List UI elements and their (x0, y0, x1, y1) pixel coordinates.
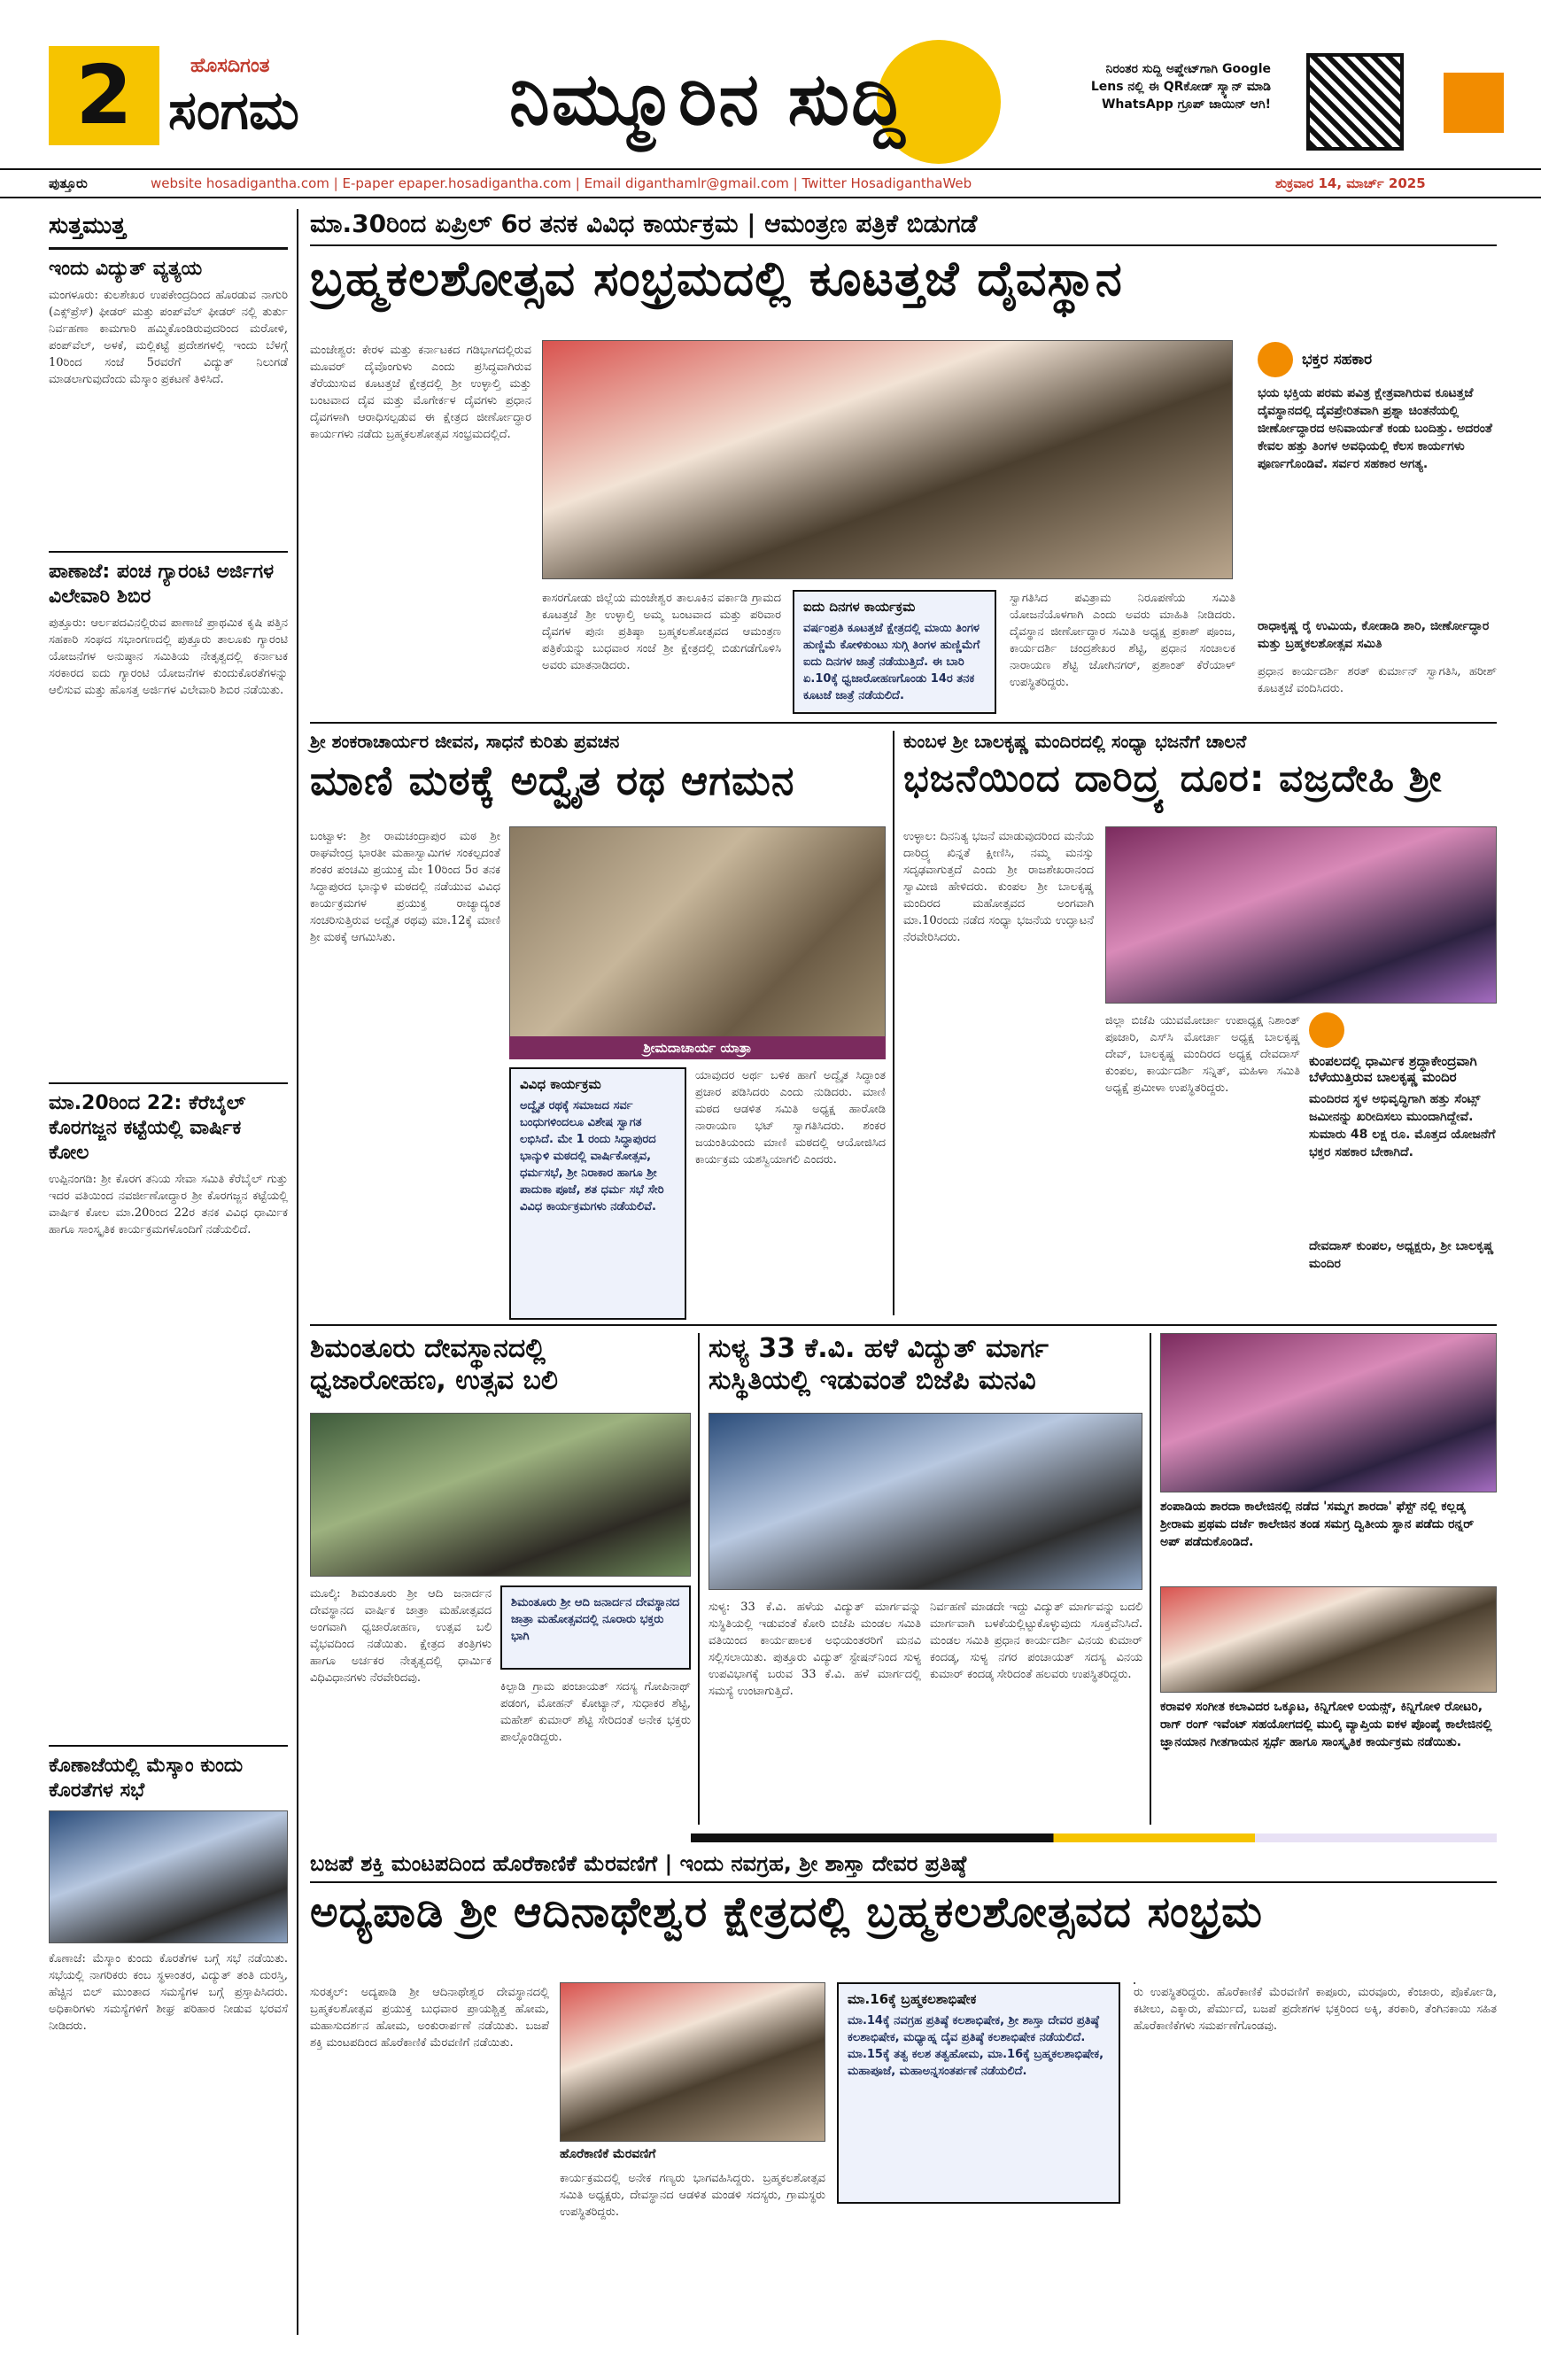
story3-headline[interactable]: ಭಜನೆಯಿಂದ ದಾರಿದ್ರ್ಯ ದೂರ: ವಜ್ರದೇಹಿ ಶ್ರೀ (903, 756, 1443, 800)
story4-body: ಮೂಲ್ಕಿ: ಶಿಮಂತೂರು ಶ್ರೀ ಆದಿ ಜನಾರ್ದನ ದೇವಸ್ಥಾನದ ವಾರ್ಷಿಕ ಜಾತ್ರಾ ಮಹೋತ್ಸವದ ಅಂಗವಾಗಿ ಧ್ವಜಾರೋಹಣ, ಉತ್ಸವ ಬಲಿ ವೈಭವದಿಂದ ನಡೆಯಿತು. ಕ್ಷೇತ್ರದ ತಂತ್ರಿಗಳು ಹಾಗೂ ಅರ್ಚಕರ ನೇತೃತ್ವದಲ್ಲಿ ಧಾರ್ಮಿಕ ವಿಧಿವಿಧಾನಗಳು ನೆರವೇರಿದವು. (310, 1587, 492, 1685)
bottom-body-3: ರು ಉಪಸ್ಥಿತರಿದ್ದರು. ಹೊರೆಕಾಣಿಕೆ ಮೆರವಣಿಗೆ ಕಾಪೂರು, ಮರವೂರು, ಕೆಂಜಾರು, ಪೊರ್ಕೋಡಿ, ಕಟೀಲು, ಎಕ್ಕಾರು, ಪೆರ್ಮುದೆ, ಬಜಪೆ ಪ್ರದೇಶಗಳ ಭಕ್ತರಿಂದ ಅಕ್ಕಿ, ತರಕಾರಿ, ತೆಂಗಿನಕಾಯಿ ಸಹಿತ ಹೊರೆಕಾಣಿಕೆಗಳು ಸಮರ್ಪಣೆಗೊಂಡವು. (1134, 1986, 1497, 2033)
story2-photo (509, 826, 886, 1057)
sidebar-body: ಕೊಣಾಜೆ: ಮೆಸ್ಕಾಂ ಕುಂದು ಕೊರತೆಗಳ ಬಗ್ಗೆ ಸಭೆ ನಡೆಯಿತು. ಸಭೆಯಲ್ಲಿ ನಾಗರಿಕರು ಕಂಬ ಸ್ಥಳಾಂತರ, ವಿದ್ಯುತ್ ತಂತಿ ದುರಸ್ತಿ, ಹೆಚ್ಚಿನ ಬಿಲ್ ಮುಂತಾದ ಸಮಸ್ಯೆಗಳ ಬಗ್ಗೆ ಪ್ರಸ್ತಾಪಿಸಿದರು. ಅಧಿಕಾರಿಗಳು ಸಮಸ್ಯೆಗಳಿಗೆ ಶೀಘ್ರ ಪರಿಹಾರ ನೀಡುವ ಭರವಸೆ ನೀಡಿದರು. (49, 1952, 288, 2033)
divider (310, 1881, 1497, 1883)
lead-headline[interactable]: ಬ್ರಹ್ಮಕಲಶೋತ್ಸವ ಸಂಭ್ರಮದಲ್ಲಿ ಕೂಟತ್ತಜೆ ದೈವಸ್ಥಾನ (310, 251, 1123, 306)
story5-body-2: ನಿರ್ವಹಣೆ ಮಾಡದೇ ಇದ್ದು ವಿದ್ಯುತ್ ಮಾರ್ಗವನ್ನು ಬದಲಿ ಮಾರ್ಗವಾಗಿ ಬಳಕೆಯಲ್ಲಿಟ್ಟುಕೊಳ್ಳುವುದು ಸೂಕ್ತವೆನಿಸಿದೆ. ಮಂಡಲ ಸಮಿತಿ ಪ್ರಧಾನ ಕಾರ್ಯದರ್ಶಿ ವಿನಯ ಕುಮಾರ್ ಕಂದಡ್ಕ, ಸುಳ್ಯ ನಗರ ಪಂಚಾಯತ್ ಸದಸ್ಯ ವಿನಯ ಕುಮಾರ್ ಕಂದಡ್ಕ ಸೇರಿದಂತೆ ಹಲವರು ಉಪಸ್ಥಿತರಿದ್ದರು. (930, 1601, 1142, 1681)
story5-headline[interactable]: ಸುಳ್ಯ 33 ಕೆ.ವಿ. ಹಳೆ ವಿದ್ಯುತ್ ಮಾರ್ಗ ಸುಸ್ಥಿತಿಯಲ್ಲಿ ಇಡುವಂತೆ ಬಿಜೆಪಿ ಮನವಿ (709, 1333, 1049, 1396)
column-rule (893, 731, 894, 1315)
divider (49, 1082, 288, 1084)
story4-box-body: ಶಿಮಂತೂರು ಶ್ರೀ ಆದಿ ಜನಾರ್ದನ ದೇವಸ್ಥಾನದ ಜಾತ್ರಾ ಮಹೋತ್ಸವದಲ್ಲಿ ನೂರಾರು ಭಕ್ತರು ಭಾಗಿ (511, 1596, 680, 1643)
website-link[interactable]: website hosadigantha.com (151, 175, 329, 191)
divider (310, 1324, 1497, 1326)
story2-body-1: ಬಂಟ್ವಾಳ: ಶ್ರೀ ರಾಮಚಂದ್ರಾಪುರ ಮಠ ಶ್ರೀ ರಾಘವೇಂದ್ರ ಭಾರತೀ ಮಹಾಸ್ವಾಮಿಗಳ ಸಂಕಲ್ಪದಂತೆ ಶಂಕರ ಪಂಚಮಿ ಪ್ರಯುಕ್ತ ಮೇ 10ರಿಂದ 5ರ ತನಕ ಸಿದ್ಧಾಪುರದ ಭಾನ್ಕುಳಿ ಮಠದಲ್ಲಿ ನಡೆಯುವ ವಿವಿಧ ಕಾರ್ಯಕ್ರಮಗಳ ಪ್ರಯುಕ್ತ ರಾಜ್ಯಾದ್ಯಂತ ಸಂಚರಿಸುತ್ತಿರುವ ಅದ್ವೈತ ರಥವು ಮಾ.12ಕ್ಕೆ ಮಾಣಿ ಶ್ರೀ ಮಠಕ್ಕೆ ಆಗಮಿಸಿತು. (310, 830, 500, 944)
lead-kicker: ಮಾ.30ರಿಂದ ಏಪ್ರಿಲ್ 6ರ ತನಕ ವಿವಿಧ ಕಾರ್ಯಕ್ರಮ | ಆಮಂತ್ರಣ ಪತ್ರಿಕೆ ಬಿಡುಗಡೆ (310, 209, 978, 238)
lead-quote (1258, 342, 1497, 714)
story-sullia (709, 1333, 1142, 1825)
column-rule (297, 209, 298, 2335)
bottom-photo (560, 1982, 825, 2142)
lead-body-left: ಮಂಜೇಶ್ವರ: ಕೇರಳ ಮತ್ತು ಕರ್ನಾಟಕದ ಗಡಿಭಾಗದಲ್ಲಿರುವ ಮೂವರ್ ದೈವೊಂಗುಳು ಎಂದು ಪ್ರಸಿದ್ಧವಾಗಿರುವ ತೆರೆಯುಸುವ ಕೂಟತ್ತಜೆ ಕ್ಷೇತ್ರದಲ್ಲಿ ಶ್ರೀ ಉಳ್ಳಾಲ್ತಿ ಮತ್ತು ಬಂಟವಾದ ದೈವ ಮತ್ತು ಮೊಗೇರ್ಕಳ ದೈವಗಳು ಪ್ರಧಾನ ದೈವಗಳಾಗಿ ಆರಾಧಿಸಲ್ಪಡುವ ಈ ಕ್ಷೇತ್ರದ ಜೀರ್ಣೋದ್ಧಾರ ಕಾರ್ಯಗಳು ನಡೆದು ಬ್ರಹ್ಮಕಲಶೋತ್ಸವ ಸಂಭ್ರಮದಲ್ಲಿದೆ. (310, 344, 531, 441)
bottom-story (310, 1851, 1497, 2347)
sidebar-headline[interactable]: ಕೊಣಾಜೆಯಲ್ಲಿ ಮೆಸ್ಕಾಂ ಕುಂದು ಕೊರತೆಗಳ ಸಭೆ (49, 1755, 244, 1802)
section-title: ನಿಮ್ಮೂರಿನ ಸುದ್ದಿ (509, 58, 907, 142)
caption-1: ಶಂಪಾಡಿಯ ಶಾರದಾ ಕಾಲೇಜಿನಲ್ಲಿ ನಡೆದ 'ಸಮ್ಮಗ ಶಾರದಾ' ಫೆಸ್ಟ್ ನಲ್ಲಿ ಕಲ್ಲಡ್ಕ ಶ್ರೀರಾಮ ಪ್ರಥಮ ದರ್ಜೆ ಕಾಲೇಜಿನ ತಂಡ ಸಮಗ್ರ ದ್ವಿತೀಯ ಸ್ಥಾನ ಪಡೆದು ರನ್ನರ್ ಅಪ್ ಪಡೆದುಕೊಂಡಿದೆ. (1160, 1500, 1475, 1549)
bottom-kicker: ಬಜಪೆ ಶಕ್ತಿ ಮಂಟಪದಿಂದ ಹೊರೆಕಾಣಿಕೆ ಮೆರವಣಿಗೆ | ಇಂದು ನವಗ್ರಹ, ಶ್ರೀ ಶಾಸ್ತಾ ದೇವರ ಪ್ರತಿಷ್ಠೆ (310, 1851, 967, 1876)
story3-body-2: ಜಿಲ್ಲಾ ಬಿಜೆಪಿ ಯುವಮೋರ್ಚಾ ಉಪಾಧ್ಯಕ್ಷ ನಿಶಾಂತ್ ಪೂಜಾರಿ, ಎಸ್‌ಸಿ ಮೋರ್ಚಾ ಅಧ್ಯಕ್ಷ ಬಾಲಕೃಷ್ಣ ದೇವ್, ಬಾಲಕೃಷ್ಣ ಮಂದಿರದ ಅಧ್ಯಕ್ಷ ದೇವದಾಸ್ ಕುಂಪಲ, ಕಾರ್ಯದರ್ಶಿ ಸನ್ನಿತ್, ಮಹಿಳಾ ಸಮಿತಿ ಅಧ್ಯಕ್ಷೆ ಪ್ರಮೀಳಾ ಉಪಸ್ಥಿತರಿದ್ದರು. (1105, 1014, 1300, 1095)
sidebar-body: ಪುತ್ತೂರು: ಆರ್ಲಪದವಿನಲ್ಲಿರುವ ಪಾಣಾಜೆ ಪ್ರಾಥಮಿಕ ಕೃಷಿ ಪತ್ತಿನ ಸಹಕಾರಿ ಸಂಘದ ಸಭಾಂಗಣದಲ್ಲಿ ಪುತ್ತೂರು ತಾಲೂಕು ಗ್ಯಾರಂಟಿ ಯೋಜನೆಗಳ ಅನುಷ್ಠಾನ ಸಮಿತಿಯ ನೇತೃತ್ವದಲ್ಲಿ ಕರ್ನಾಟಕ ಸರಕಾರದ ಐದು ಗ್ಯಾರಂಟಿ ಯೋಜನೆಗಳ ಕುಂದುಕೊರತೆಗಳನ್ನು ಆಲಿಸುವ ಮತ್ತು ಹೊಸತ್ತ ಅರ್ಜಿಗಳ ವಿಲೇವಾರಿ ಶಿಬಿರ ನಡೆಯಿತು. (49, 616, 288, 697)
story4-box (500, 1585, 691, 1670)
sidebar-body: ಮಂಗಳೂರು: ಕುಲಶೇಖರ ಉಪಕೇಂದ್ರದಿಂದ ಹೊರಡುವ ನಾಗುರಿ (ಎಕ್ಸ್‌ಪ್ರೆಸ್) ಫೀಡರ್ ಮತ್ತು ಪಂಪ್‌ವೆಲ್ ಫೀಡರ್ ನಲ್ಲಿ ತುರ್ತು ನಿರ್ವಹಣಾ ಕಾಮಗಾರಿ ಹಮ್ಮಿಕೊಂಡಿರುವುದರಿಂದ ಮರೋಳಿ, ಪಂಪ್‌ವೆಲ್, ಅಳಕೆ, ಮಲ್ಲಿಕಟ್ಟೆ ಪ್ರದೇಶಗಳಲ್ಲಿ ಇಂದು ಬೆಳಗ್ಗೆ 10ರಿಂದ ಸಂಜೆ 5ರವರೆಗೆ ವಿದ್ಯುತ್ ನಿಲುಗಡೆ ಮಾಡಲಾಗುವುದೆಂದು ಮೆಸ್ಕಾಂ ಪ್ರಕಟಣೆ ತಿಳಿಸಿದೆ. (49, 289, 288, 386)
story2-box-body: ಅದ್ವೈತ ರಥಕ್ಕೆ ಸಮಾಜದ ಸರ್ವ ಬಂಧುಗಳಿಂದಲೂ ವಿಶೇಷ ಸ್ವಾಗತ ಲಭಿಸಿದೆ. ಮೇ 1 ರಂದು ಸಿದ್ಧಾಪುರದ ಭಾನ್ಕುಳಿ ಮಠದಲ್ಲಿ ವಾರ್ಷಿಕೋತ್ಸವ, ಧರ್ಮಸಭೆ, ಶ್ರೀ ನಿರಾಕಾರ ಹಾಗೂ ಶ್ರೀ ಪಾದುಕಾ ಪೂಜೆ, ಶತ ಧರ್ಮ ಸಭೆ ಸೇರಿ ವಿವಿಧ ಕಾರ್ಯಕ್ರಮಗಳು ನಡೆಯಲಿವೆ. (520, 1099, 664, 1213)
email-link[interactable]: Email diganthamlr@gmail.com (584, 175, 789, 191)
quote-icon (1258, 342, 1293, 377)
column-rule (1150, 1333, 1151, 1825)
masthead (0, 0, 1541, 168)
story3-kicker: ಕುಂಬಳ ಶ್ರೀ ಬಾಲಕೃಷ್ಣ ಮಂದಿರದಲ್ಲಿ ಸಂಧ್ಯಾ ಭಜನೆಗೆ ಚಾಲನೆ (903, 731, 1247, 752)
brand-large: ಸಂಗಮ (168, 80, 299, 142)
story3-quote (1309, 1012, 1497, 1318)
story3-photo (1105, 826, 1497, 1004)
story2-body-2: ಯಾವುದರ ಅರ್ಥ ಬಳಿಕ ಹಾಗೆ ಅದ್ವೈತ ಸಿದ್ಧಾಂತ ಪ್ರಚಾರ ಪಡಿಸಿದರು ಎಂದು ನುಡಿದರು. ಮಾಣಿ ಮಠದ ಆಡಳಿತ ಸಮಿತಿ ಅಧ್ಯಕ್ಷ ಹಾರೋಡಿ ನಾರಾಯಣ ಭಟ್ ಸ್ವಾಗತಿಸಿದರು. ಶಂಕರ ಜಯಂತಿಯಂದು ಮಾಣಿ ಮಠದಲ್ಲಿ ಆಯೋಜಿಸಿದ ಕಾರ್ಯಕ್ರಮ ಯಶಸ್ವಿಯಾಗಲಿ ಎಂದರು. (695, 1069, 886, 1167)
story2-banner: ಶ್ರೀಮದಾಚಾರ್ಯ ಯಾತ್ರಾ (509, 1036, 886, 1059)
bottom-body-1: ಸುರತ್ಕಲ್: ಅದ್ಯಪಾಡಿ ಶ್ರೀ ಆದಿನಾಥೇಶ್ವರ ದೇವಸ್ಥಾನದಲ್ಲಿ ಬ್ರಹ್ಮಕಲಶೋತ್ಸವ ಪ್ರಯುಕ್ತ ಬುಧವಾರ ಪ್ರಾಯಶ್ಚಿತ್ತ ಹೋಮ, ಮಹಾಸುದರ್ಶನ ಹೋಮ, ಅಂಕುರಾರ್ಪಣೆ ನಡೆಯಿತು. ಬಜಪೆ ಶಕ್ತಿ ಮಂಟಪದಿಂದ ಹೊರೆಕಾಣಿಕೆ ಮೆರವಣಿಗೆ ನಡೆಯಿತು. (310, 1986, 549, 2050)
lead-story (310, 209, 1497, 718)
story-kumpala (903, 731, 1497, 1320)
qr-promo: ನಿರಂತರ ಸುದ್ದಿ ಅಪ್ಡೇಟ್‌ಗಾಗಿ Google Lens ನಲ್ಲಿ ಈ QRಕೋಡ್ ಸ್ಕ್ಯಾನ್ ಮಾಡಿ WhatsApp ಗ್ರೂಪ್ ಜಾಯಿನ್ ಆಗಿ! (1090, 62, 1271, 112)
divider (49, 1745, 288, 1747)
lead-photo (542, 340, 1233, 579)
lead-box-body: ವರ್ಷಂಪ್ರತಿ ಕೂಟತ್ತಜೆ ಕ್ಷೇತ್ರದಲ್ಲಿ ಮಾಯಿ ತಿಂಗಳ ಹುಣ್ಣಿಮೆ ಕೋಳಿಕುಂಟು ಸುಗ್ಗಿ ತಿಂಗಳ ಹುಣ್ಣಿಮೆಗೆ ಐದು ದಿನಗಳ ಜಾತ್ರೆ ನಡೆಯುತ್ತಿದೆ. ಈ ಬಾರಿ ಏ.10ಕ್ಕೆ ಧ್ವಜಾರೋಹಣಗೊಂಡು 14ರ ತನಕ ಕೂಟಜೆ ಜಾತ್ರೆ ನಡೆಯಲಿದೆ. (803, 622, 980, 702)
lead-tail: ಪ್ರಧಾನ ಕಾರ್ಯದರ್ಶಿ ಶರತ್ ಕುರ್ಮಾನ್ ಸ್ವಾಗತಿಸಿ, ಹರೀಶ್ ಕೂಟತ್ತಜೆ ವಂದಿಸಿದರು. (1258, 665, 1497, 695)
story3-body-1: ಉಳ್ಳಾಲ: ದಿನನಿತ್ಯ ಭಜನೆ ಮಾಡುವುದರಿಂದ ಮನೆಯ ದಾರಿದ್ರ್ಯ ಖಿನ್ನತೆ ಕ್ಷೀಣಿಸಿ, ನಮ್ಮ ಮನಸ್ಸು ಸದೃಢವಾಗುತ್ತದೆ ಎಂದು ಶ್ರೀ ರಾಜಶೇಖರಾನಂದ ಸ್ವಾಮೀಜಿ ಹೇಳಿದರು. ಕುಂಪಲ ಶ್ರೀ ಬಾಲಕೃಷ್ಣ ಮಂದಿರದ ಮಹೋತ್ಸವದ ಅಂಗವಾಗಿ ಮಾ.10ರಂದು ನಡೆದ ಸಂಧ್ಯಾ ಭಜನೆಯ ಉದ್ಘಾಟನೆ ನೆರವೇರಿಸಿದರು. (903, 830, 1094, 944)
story-shimanthur (310, 1333, 691, 1825)
sidebar-headline[interactable]: ಪಾಣಾಜೆ: ಪಂಚ ಗ್ಯಾರಂಟಿ ಅರ್ಜಿಗಳ ವಿಲೇವಾರಿ ಶಿಬಿರ (49, 561, 275, 608)
caption-photo-1 (1160, 1333, 1497, 1492)
city-label: ಪುತ್ತೂರು (49, 175, 88, 191)
sidebar-headline[interactable]: ಇಂದು ವಿದ್ಯುತ್ ವ್ಯತ್ಯಯ (49, 258, 203, 280)
story-photo-captions (1160, 1333, 1497, 1825)
bottom-box (837, 1982, 1120, 2204)
epaper-link[interactable]: E-paper epaper.hosadigantha.com (342, 175, 571, 191)
story3-quote-title: ಕುಂಪಲದಲ್ಲಿ ಧಾರ್ಮಿಕ ಶ್ರದ್ಧಾಕೇಂದ್ರವಾಗಿ ಬೆಳೆಯುತ್ತಿರುವ ಬಾಲಕೃಷ್ಣ ಮಂದಿರ (1309, 1053, 1477, 1085)
bottom-body-2: ಕಾರ್ಯಕ್ರಮದಲ್ಲಿ ಅನೇಕ ಗಣ್ಯರು ಭಾಗವಹಿಸಿದ್ದರು. ಬ್ರಹ್ಮಕಲಶೋತ್ಸವ ಸಮಿತಿ ಅಧ್ಯಕ್ಷರು, ದೇವಸ್ಥಾನದ ಆಡಳಿತ ಮಂಡಳಿ ಸದಸ್ಯರು, ಗ್ರಾಮಸ್ಥರು ಉಪಸ್ಥಿತರಿದ್ದರು. (560, 2172, 825, 2219)
story2-kicker: ಶ್ರೀ ಶಂಕರಾಚಾರ್ಯರ ಜೀವನ, ಸಾಧನೆ ಕುರಿತು ಪ್ರವಚನ (310, 731, 620, 752)
lead-body-mid: ಕಾಸರಗೋಡು ಜಿಲ್ಲೆಯ ಮಂಜೇಶ್ವರ ತಾಲೂಕಿನ ವರ್ಕಾಡಿ ಗ್ರಾಮದ ಕೂಟತ್ತಜೆ ಶ್ರೀ ಉಳ್ಳಾಲ್ತಿ ಅಮ್ಮ ಬಂಟವಾದ ಮತ್ತು ಪರಿವಾರ ದೈವಗಳ ಪುನಃ ಪ್ರತಿಷ್ಠಾ ಬ್ರಹ್ಮಕಲಶೋತ್ಸವದ ಆಮಂತ್ರಣ ಪತ್ರಿಕೆಯನ್ನು ಬುಧವಾರ ಸಂಜೆ ಶ್ರೀ ಕ್ಷೇತ್ರದಲ್ಲಿ ಬಿಡುಗಡೆಗೊಳಿಸಿ ಅವರು ಮಾತನಾಡಿದರು. (542, 592, 781, 672)
twitter-link[interactable]: Twitter HosadiganthaWeb (801, 175, 972, 191)
issue-date: ಶುಕ್ರವಾರ 14, ಮಾರ್ಚ್ 2025 (1275, 175, 1426, 191)
caption-2: ಕರಾವಳಿ ಸಂಗೀತ ಕಲಾವಿದರ ಒಕ್ಕೂಟ, ಕಿನ್ನಿಗೋಳಿ ಲಯನ್ಸ್, ಕಿನ್ನಿಗೋಳಿ ರೋಟರಿ, ರಾಗ್ ರಂಗ್ ಇವೆಂಟ್ ಸಹಯೋಗದಲ್ಲಿ ಮುಲ್ಕಿ ವ್ಯಾಪ್ತಿಯ ಐಕಳ ಪೊಂಪೈ ಕಾಲೇಜಿನಲ್ಲಿ ಜ್ಞಾನಯಾನ ಗೀತಗಾಯನ ಸ್ಪರ್ಧೆ ಹಾಗೂ ಸಾಂಸ್ಕೃತಿಕ ಕಾರ್ಯಕ್ರಮ ನಡೆಯಿತು. (1160, 1700, 1492, 1749)
story4-body-2: ಕಿಲ್ಪಾಡಿ ಗ್ರಾಮ ಪಂಚಾಯತ್ ಸದಸ್ಯ ಗೋಪಿನಾಥ್ ಪಡಂಗ, ಮೋಹನ್ ಕೋಟ್ಯಾನ್, ಸುಧಾಕರ ಶೆಟ್ಟಿ, ಮಹೇಶ್ ಕುಮಾರ್ ಶೆಟ್ಟಿ ಸೇರಿದಂತೆ ಅನೇಕ ಭಕ್ತರು ಪಾಲ್ಗೊಂಡಿದ್ದರು. (500, 1680, 691, 1744)
lead-box-title: ಐದು ದಿನಗಳ ಕಾರ್ಯಕ್ರಮ (803, 599, 916, 615)
sidebar-section-title: ಸುತ್ತಮುತ್ತ (49, 213, 127, 239)
quote-icon (1309, 1012, 1344, 1048)
story2-box-title: ವಿವಿಧ ಕಾರ್ಯಕ್ರಮ (520, 1076, 601, 1092)
page-number: 2 (49, 46, 159, 145)
story2-headline[interactable]: ಮಾಣಿ ಮಠಕ್ಕೆ ಅದ್ವೈತ ರಥ ಆಗಮನ (310, 756, 795, 804)
divider (310, 722, 1497, 724)
divider (310, 244, 1497, 246)
column-rule (698, 1333, 700, 1825)
sidebar (49, 213, 288, 2338)
story3-quote-byline: ದೇವದಾಸ್ ಕುಂಪಲ, ಅಧ್ಯಕ್ಷರು, ಶ್ರೀ ಬಾಲಕೃಷ್ಣ ಮಂದಿರ (1309, 1239, 1494, 1271)
story4-photo (310, 1413, 691, 1577)
qr-code-icon[interactable] (1306, 53, 1404, 151)
lead-box (793, 590, 996, 714)
story2-box (509, 1067, 686, 1320)
orange-square (1444, 73, 1504, 133)
story3-quote-body: ಮಂದಿರದ ಸ್ಥಳ ಅಭಿವೃದ್ಧಿಗಾಗಿ ಹತ್ತು ಸೆಂಟ್ಸ್ ಜಮೀನನ್ನು ಖರೀದಿಸಲು ಮುಂದಾಗಿದ್ದೇವೆ. ಸುಮಾರು 48 ಲಕ್ಷ ರೂ. ಮೊತ್ತದ ಯೋಜನೆಗೆ ಭಕ್ತರ ಸಹಕಾರ ಬೇಕಾಗಿದೆ. (1309, 1092, 1496, 1159)
story5-body: ಸುಳ್ಯ: 33 ಕೆ.ವಿ. ಹಳೆಯ ವಿದ್ಯುತ್ ಮಾರ್ಗವನ್ನು ಸುಸ್ಥಿತಿಯಲ್ಲಿ ಇಡುವಂತೆ ಕೋರಿ ಬಿಜೆಪಿ ಮಂಡಲ ಸಮಿತಿ ವತಿಯಿಂದ ಕಾರ್ಯಪಾಲಕ ಅಭಿಯಂತರರಿಗೆ ಮನವಿ ಸಲ್ಲಿಸಲಾಯಿತು. ಪುತ್ತೂರು ವಿದ್ಯುತ್ ಸ್ಟೇಷನ್‌ನಿಂದ ಸುಳ್ಯ ಉಪವಿಭಾಗಕ್ಕೆ ಬರುವ 33 ಕೆ.ವಿ. ಹಳೆ ಮಾರ್ಗದಲ್ಲಿ ಸಮಸ್ಯೆ ಉಂಟಾಗುತ್ತಿದೆ. (709, 1601, 921, 1698)
bottom-photo-label: ಹೊರೆಕಾಣಿಕೆ ಮೆರವಣಿಗೆ (560, 2147, 656, 2161)
sidebar-headline[interactable]: ಮಾ.20ರಿಂದ 22: ಕೆರೆಬೈಲ್ ಕೊರಗಜ್ಜನ ಕಟ್ಟೆಯಲ್ಲಿ ವಾರ್ಷಿಕ ಕೋಲ (49, 1092, 246, 1164)
quote-byline: ರಾಧಾಕೃಷ್ಣ ರೈ ಉಮಿಯ, ಕೋಡಾಡಿ ಶಾರಿ, ಜೀರ್ಣೋದ್ಧಾರ ಮತ್ತು ಬ್ರಹ್ಮಕಲಶೋತ್ಸವ ಸಮಿತಿ (1258, 619, 1490, 651)
divider (49, 551, 288, 553)
bottom-box-body: ಮಾ.14ಕ್ಕೆ ನವಗ್ರಹ ಪ್ರತಿಷ್ಠೆ ಕಲಶಾಭಿಷೇಕ, ಶ್ರೀ ಶಾಸ್ತಾ ದೇವರ ಪ್ರತಿಷ್ಠೆ ಕಲಶಾಭಿಷೇಕ, ಮಧ್ಯಾಹ್ನ ದೈವ ಪ್ರತಿಷ್ಠೆ ಕಲಶಾಭಿಷೇಕ ನಡೆಯಲಿದೆ. ಮಾ.15ಕ್ಕೆ ತತ್ವ ಕಲಶ ತತ್ವಹೋಮ, ಮಾ.16ಕ್ಕೆ ಬ್ರಹ್ಮಕಲಶಾಭಿಷೇಕ, ಮಹಾಪೂಜೆ, ಮಹಾಅನ್ನಸಂತರ್ಪಣೆ ನಡೆಯಲಿದೆ. (848, 2014, 1104, 2078)
divider (49, 247, 288, 250)
story5-photo (709, 1413, 1142, 1590)
caption-photo-2 (1160, 1586, 1497, 1693)
decorative-stripe (691, 1833, 1497, 1842)
story-mani-matha (310, 731, 886, 1320)
quote-title: ಭಕ್ತರ ಸಹಕಾರ (1302, 351, 1373, 368)
bottom-headline[interactable]: ಅದ್ಯಪಾಡಿ ಶ್ರೀ ಆದಿನಾಥೇಶ್ವರ ಕ್ಷೇತ್ರದಲ್ಲಿ ಬ್ರಹ್ಮಕಲಶೋತ್ಸವದ ಸಂಭ್ರಮ (310, 1888, 1263, 1937)
story4-headline[interactable]: ಶಿಮಂತೂರು ದೇವಸ್ಥಾನದಲ್ಲಿ ಧ್ವಜಾರೋಹಣ, ಉತ್ಸವ ಬಲಿ (310, 1333, 558, 1396)
quote-body: ಭಯ ಭಕ್ತಿಯ ಪರಮ ಪವಿತ್ರ ಕ್ಷೇತ್ರವಾಗಿರುವ ಕೂಟತ್ತಜೆ ದೈವಸ್ಥಾನದಲ್ಲಿ ದೈವಪ್ರೇರಿತವಾಗಿ ಪ್ರಶ್ನಾ ಚಿಂತನೆಯಲ್ಲಿ ಜೀರ್ಣೋದ್ಧಾರದ ಅನಿವಾರ್ಯತೆ ಕಂಡು ಬಂದಿತ್ತು. ಅದರಂತೆ ಕೇವಲ ಹತ್ತು ತಿಂಗಳ ಅವಧಿಯಲ್ಲಿ ಕೆಲಸ ಕಾರ್ಯಗಳು ಪೂರ್ಣಗೊಂಡಿವೆ. ಸರ್ವರ ಸಹಕಾರ ಅಗತ್ಯ. (1258, 386, 1492, 471)
sidebar-body: ಉಪ್ಪಿನಂಗಡಿ: ಶ್ರೀ ಕೊರಗ ತನಿಯ ಸೇವಾ ಸಮಿತಿ ಕೆರೆಬೈಲ್ ಗುತ್ತು ಇದರ ವತಿಯಿಂದ ನವರ್ಜೀಣೋದ್ಧಾರ ಶ್ರೀ ಕೊರಗಜ್ಜನ ಕಟ್ಟೆಯಲ್ಲಿ ವಾರ್ಷಿಕ ಕೋಲ ಮಾ.20ರಿಂದ 22ರ ತನಕ ವಿವಿಧ ಧಾರ್ಮಿಕ ಹಾಗೂ ಸಾಂಸ್ಕೃತಿಕ ಕಾರ್ಯಕ್ರಮಗಳೊಂದಿಗೆ ನಡೆಯಲಿದೆ. (49, 1173, 288, 1237)
info-bar (0, 168, 1541, 198)
bottom-box-title: ಮಾ.16ಕ್ಕೆ ಬ್ರಹ್ಮಕಲಶಾಭಿಷೇಕ (848, 1991, 977, 2007)
contact-links: website hosadigantha.com | E-paper epaper.hosadigantha.com | Email diganthamlr@gmail.com | Twitter HosadiganthaWeb (151, 175, 972, 191)
brand-small: ಹೊಸದಿಗಂತ (190, 55, 270, 77)
sidebar-photo (49, 1810, 288, 1943)
lead-body-right: ಸ್ವಾಗತಿಸಿದ ಪವಿತ್ರಾಮ ನಿರೂಪಣೆಯ ಸಮಿತಿ ಯೋಜನೆಯೊಳಗಾಗಿ ಎಂದು ಅವರು ಮಾಹಿತಿ ನೀಡಿದರು. ದೈವಸ್ಥಾನ ಜೀರ್ಣೋದ್ಧಾರ ಸಮಿತಿ ಅಧ್ಯಕ್ಷ ಪ್ರಕಾಶ್ ಪೂಂಜ, ಕಾರ್ಯದರ್ಶಿ ಚಂದ್ರಶೇಖರ ಶೆಟ್ಟಿ, ಪ್ರಧಾನ ಸಂಚಾಲಕ ನಾರಾಯಣ ಶೆಟ್ಟಿ ಜೋಗಿನಗರ್, ಪ್ರಶಾಂತ್ ಕೆರೆಯಾಳ್ ಉಪಸ್ಥಿತರಿದ್ದರು. (1010, 592, 1235, 689)
